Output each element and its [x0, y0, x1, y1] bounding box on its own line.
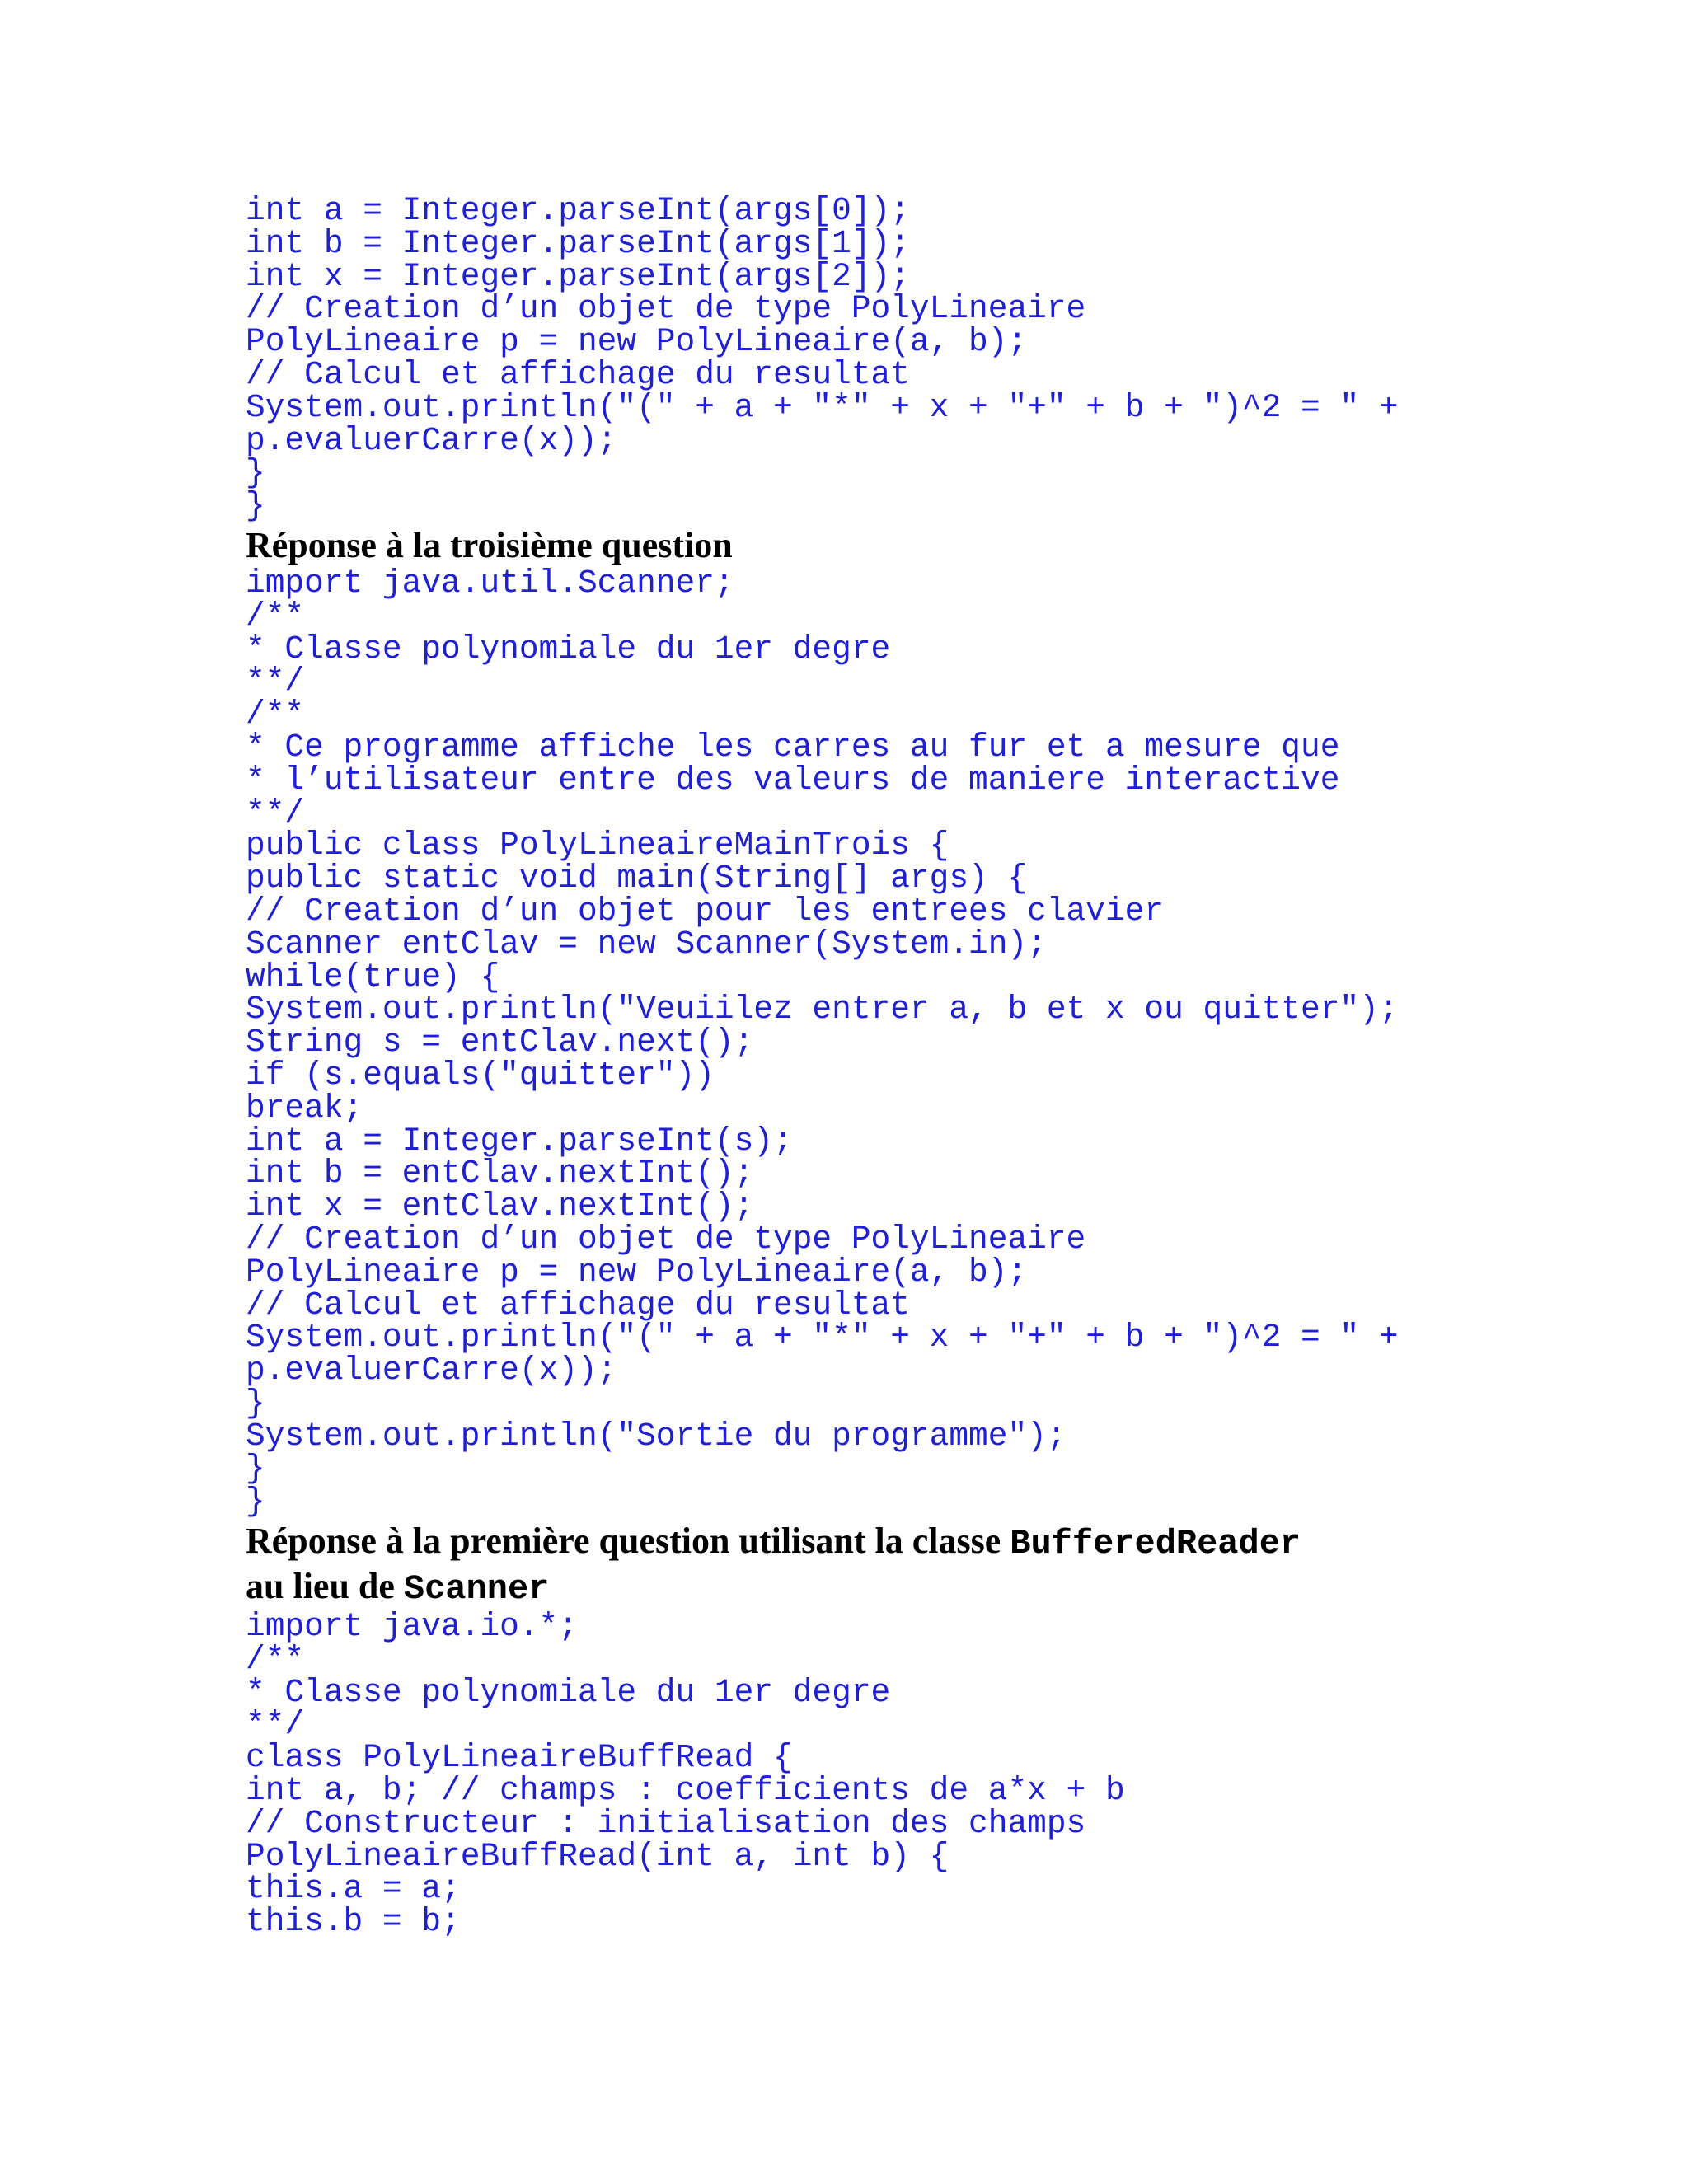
- code-line: int x = Integer.parseInt(args[2]);: [246, 257, 910, 295]
- code-brace: }: [246, 1450, 265, 1488]
- code-comment: // Creation d’un objet de type PolyLineaire: [246, 1220, 1086, 1258]
- code-line: Scanner entClav = new Scanner(System.in);: [246, 925, 1047, 963]
- code-block-main-end: [246, 194, 1663, 523]
- code-block-buffread: [246, 1608, 1663, 1941]
- code-comment: // Calcul et affichage du resultat: [246, 1286, 910, 1324]
- code-line: int x = entClav.nextInt();: [246, 1188, 754, 1226]
- code-line: import java.util.Scanner;: [246, 564, 734, 602]
- code-line: break;: [246, 1089, 363, 1127]
- heading-text: Réponse à la première question utilisant la classe: [246, 1521, 1010, 1562]
- code-comment: /**: [246, 696, 305, 733]
- code-line: int a = Integer.parseInt(args[0]);: [246, 192, 910, 229]
- code-line: System.out.println("Sortie du programme");: [246, 1417, 1067, 1455]
- code-line: public class PolyLineaireMainTrois {: [246, 827, 950, 865]
- code-line: class PolyLineaireBuffRead {: [246, 1739, 793, 1777]
- code-line: p.evaluerCarre(x));: [246, 421, 617, 459]
- code-line: PolyLineaire p = new PolyLineaire(a, b);: [246, 1253, 1028, 1291]
- code-line: int b = Integer.parseInt(args[1]);: [246, 224, 910, 262]
- code-comment: // Calcul et affichage du resultat: [246, 355, 910, 393]
- code-comment: **/: [246, 1706, 305, 1744]
- code-block-scanner: [246, 564, 1663, 1521]
- heading-line-2: [246, 1565, 1663, 1610]
- code-line: System.out.println("(" + a + "*" + x + "+" + b + ")^2 = " +: [246, 388, 1399, 426]
- heading-class-name: BufferedReader: [1010, 1524, 1301, 1564]
- code-line: import java.io.*;: [246, 1608, 578, 1646]
- code-comment: **/: [246, 794, 305, 832]
- heading-class-name: Scanner: [403, 1569, 550, 1610]
- code-brace: }: [246, 454, 265, 492]
- code-line: int a = Integer.parseInt(s);: [246, 1122, 793, 1160]
- code-comment: // Constructeur : initialisation des champs: [246, 1804, 1086, 1842]
- code-comment: /**: [246, 1640, 305, 1678]
- code-comment: * Classe polynomiale du 1er degre: [246, 630, 891, 668]
- code-comment: // Creation d’un objet de type PolyLineaire: [246, 290, 1086, 328]
- code-brace: }: [246, 487, 265, 525]
- code-comment: * l’utilisateur entre des valeurs de maniere interactive: [246, 761, 1340, 799]
- section-heading-third-question: [246, 524, 1663, 567]
- code-line: int b = entClav.nextInt();: [246, 1155, 754, 1193]
- code-line: this.b = b;: [246, 1903, 461, 1941]
- code-line: System.out.println("(" + a + "*" + x + "+" + b + ")^2 = " +: [246, 1319, 1399, 1357]
- code-brace: }: [246, 1483, 265, 1521]
- code-comment: **/: [246, 663, 305, 701]
- code-comment: // Creation d’un objet pour les entrees clavier: [246, 892, 1165, 930]
- code-line: PolyLineaire p = new PolyLineaire(a, b);: [246, 323, 1028, 361]
- code-line: int a, b; // champs : coefficients de a*x + b: [246, 1772, 1125, 1810]
- code-line: PolyLineaireBuffRead(int a, int b) {: [246, 1837, 950, 1875]
- code-comment: * Classe polynomiale du 1er degre: [246, 1673, 891, 1711]
- heading-text: Réponse à la troisième question: [246, 524, 733, 565]
- code-brace: }: [246, 1384, 265, 1422]
- heading-line-1: [246, 1520, 1663, 1565]
- code-comment: * Ce programme affiche les carres au fur et a mesure que: [246, 728, 1340, 766]
- code-line: this.a = a;: [246, 1870, 461, 1908]
- page-content: [246, 192, 1663, 1941]
- section-heading-bufferedreader: [246, 1520, 1663, 1610]
- code-line: p.evaluerCarre(x));: [246, 1352, 617, 1390]
- code-line: while(true) {: [246, 958, 500, 996]
- code-comment: /**: [246, 597, 305, 635]
- code-line: if (s.equals("quitter")): [246, 1056, 715, 1094]
- code-line: String s = entClav.next();: [246, 1024, 754, 1062]
- code-line: System.out.println("Veuiilez entrer a, b et x ou quitter");: [246, 991, 1399, 1029]
- heading-text: au lieu de: [246, 1566, 404, 1607]
- code-line: public static void main(String[] args) {: [246, 860, 1028, 898]
